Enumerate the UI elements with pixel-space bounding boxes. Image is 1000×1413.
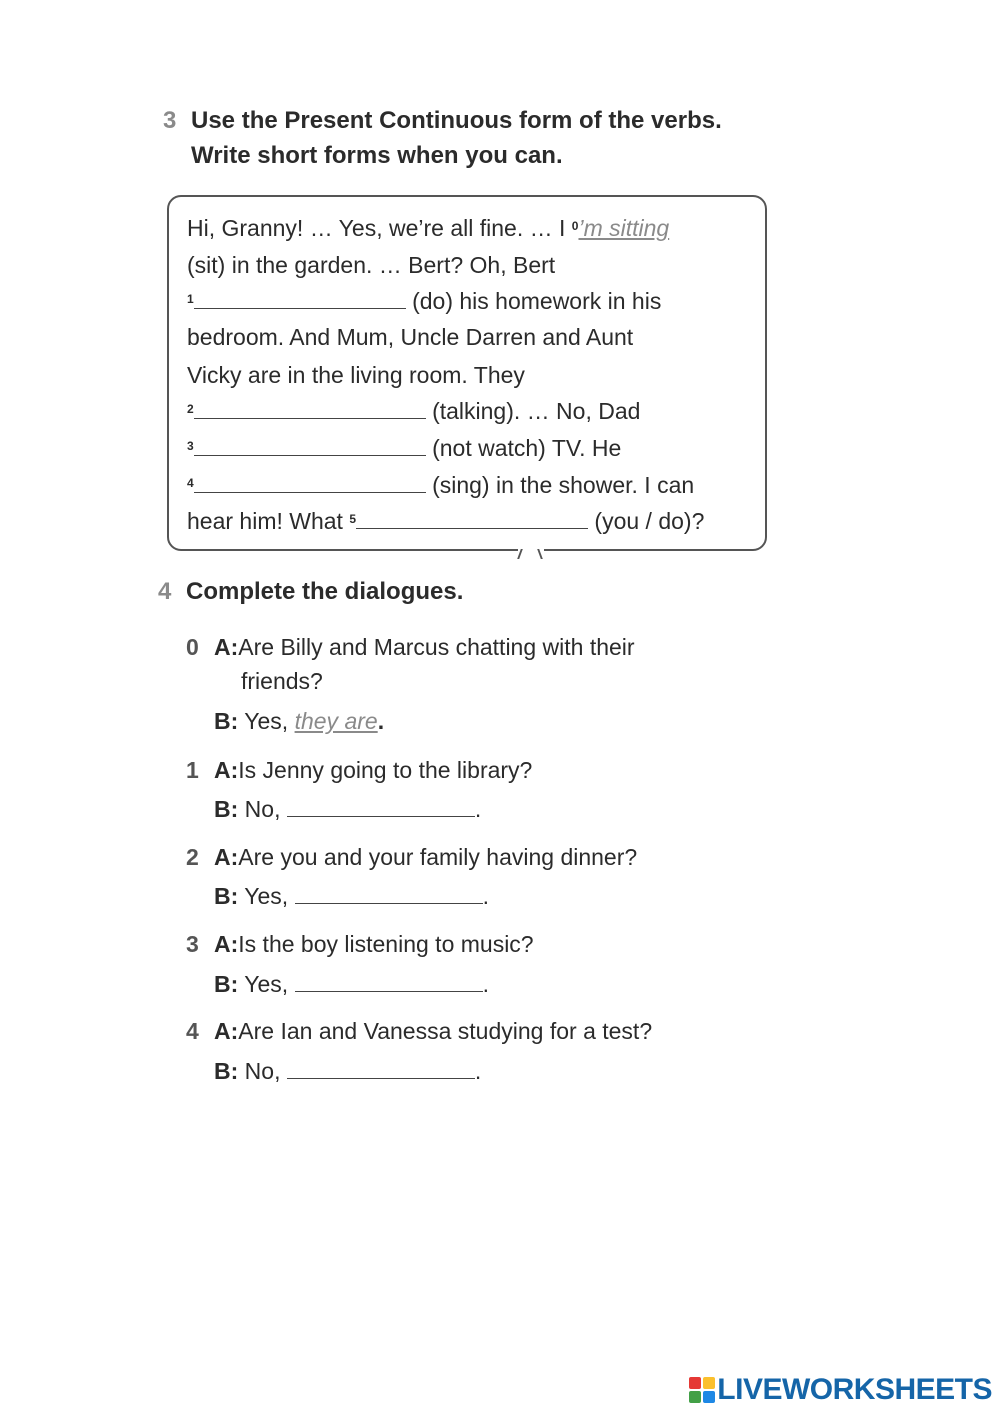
answer-gap[interactable] bbox=[287, 794, 475, 817]
text-line-7 bbox=[187, 433, 621, 463]
answer-end: . bbox=[482, 883, 489, 909]
answer-gap[interactable] bbox=[295, 969, 483, 992]
speaker-label: B: bbox=[214, 883, 239, 909]
example-answer: they are bbox=[294, 708, 378, 734]
gap-4-number: 4 bbox=[187, 476, 194, 490]
question-text: Is Jenny going to the library? bbox=[238, 757, 533, 783]
answer-end: . bbox=[474, 796, 482, 822]
gap-5-number: 5 bbox=[349, 512, 357, 526]
dialogue-2-b bbox=[214, 881, 489, 911]
text-line-4: bedroom. And Mum, Uncle Darren and Aunt bbox=[187, 324, 634, 350]
dialogue-number: 2 bbox=[186, 844, 199, 870]
speaker-label: A: bbox=[214, 757, 239, 783]
text-line-8 bbox=[187, 470, 694, 500]
dialogue-0-b bbox=[214, 706, 384, 736]
speaker-label: A: bbox=[214, 634, 239, 660]
gap-0-number: 0 bbox=[571, 219, 579, 233]
text-line-5: Vicky are in the living room. They bbox=[187, 362, 525, 388]
dialogue-3-b bbox=[214, 969, 489, 999]
liveworksheets-logo-icon bbox=[689, 1377, 715, 1403]
text-line-2: (sit) in the garden. … Bert? Oh, Bert bbox=[187, 252, 556, 278]
speaker-label: A: bbox=[214, 931, 239, 957]
line7-text: (not watch) TV. He bbox=[425, 435, 622, 461]
line9-text: hear him! What bbox=[187, 508, 350, 534]
speaker-label: B: bbox=[214, 708, 239, 734]
line8-text: (sing) in the shower. I can bbox=[425, 472, 695, 498]
line1-text: Hi, Granny! … Yes, we’re all fine. … I bbox=[187, 215, 572, 241]
answer-gap-1[interactable] bbox=[194, 286, 406, 309]
liveworksheets-logo[interactable] bbox=[689, 1373, 992, 1407]
answer-prefix: No, bbox=[244, 796, 287, 822]
dialogue-4-a bbox=[186, 1016, 652, 1046]
dialogue-number: 4 bbox=[186, 1018, 199, 1044]
answer-prefix: Yes, bbox=[244, 883, 295, 909]
answer-gap-2[interactable] bbox=[194, 396, 426, 419]
text-line-3 bbox=[187, 286, 661, 316]
exercise-3-number: 3 bbox=[163, 107, 177, 134]
exercise-4-heading bbox=[158, 578, 463, 606]
answer-end: . bbox=[377, 708, 385, 734]
answer-gap[interactable] bbox=[295, 881, 483, 904]
gap-1-number: 1 bbox=[187, 292, 194, 306]
dialogue-number: 0 bbox=[186, 634, 199, 660]
dialogue-number: 3 bbox=[186, 931, 199, 957]
answer-gap-5[interactable] bbox=[356, 506, 588, 529]
answer-gap[interactable] bbox=[287, 1056, 475, 1079]
answer-gap-3[interactable] bbox=[194, 433, 426, 456]
answer-end: . bbox=[474, 1058, 482, 1084]
answer-prefix: No, bbox=[244, 1058, 287, 1084]
logo-square-green bbox=[689, 1391, 701, 1403]
speaker-label: B: bbox=[214, 796, 239, 822]
speaker-label: A: bbox=[214, 844, 239, 870]
logo-square-red bbox=[689, 1377, 701, 1389]
exercise-4-title: Complete the dialogues. bbox=[186, 578, 464, 605]
dialogue-4-b bbox=[214, 1056, 481, 1086]
question-text: Are you and your family having dinner? bbox=[238, 844, 638, 870]
question-text: Are Billy and Marcus chatting with their bbox=[238, 634, 635, 660]
line6-text: (talking). … No, Dad bbox=[425, 398, 641, 424]
answer-prefix: Yes, bbox=[244, 971, 295, 997]
dialogue-0-a bbox=[186, 632, 635, 662]
text-line-6 bbox=[187, 396, 640, 426]
question-text: Are Ian and Vanessa studying for a test? bbox=[238, 1018, 653, 1044]
speaker-label: B: bbox=[214, 971, 239, 997]
dialogue-0-a-cont: friends? bbox=[241, 668, 323, 694]
exercise-3-heading bbox=[163, 103, 722, 173]
text-line-1 bbox=[187, 213, 669, 243]
dialogue-3-a bbox=[186, 929, 534, 959]
dialogue-1-a bbox=[186, 755, 532, 785]
exercise-3-title-line1: Use the Present Continuous form of the verbs. bbox=[191, 107, 722, 134]
dialogue-number: 1 bbox=[186, 757, 199, 783]
gap-3-number: 3 bbox=[187, 439, 194, 453]
dialogue-2-a bbox=[186, 842, 637, 872]
answer-end: . bbox=[482, 971, 489, 997]
line9-end-text: (you / do)? bbox=[588, 508, 705, 534]
dialogue-1-b bbox=[214, 794, 481, 824]
speaker-label: B: bbox=[214, 1058, 239, 1084]
text-line-9 bbox=[187, 506, 704, 536]
exercise-4-number: 4 bbox=[158, 578, 172, 605]
speaker-label: A: bbox=[214, 1018, 239, 1044]
question-text: Is the boy listening to music? bbox=[238, 931, 534, 957]
logo-square-blue bbox=[703, 1391, 715, 1403]
line3-text: (do) his homework in his bbox=[405, 288, 662, 314]
gap-2-number: 2 bbox=[187, 402, 194, 416]
logo-text: LIVEWORKSHEETS bbox=[717, 1373, 992, 1406]
exercise-3-title-line2: Write short forms when you can. bbox=[191, 142, 563, 169]
answer-prefix: Yes, bbox=[244, 708, 295, 734]
logo-square-yellow bbox=[703, 1377, 715, 1389]
answer-gap-4[interactable] bbox=[194, 470, 426, 493]
example-answer-0: ’m sitting bbox=[578, 215, 670, 241]
